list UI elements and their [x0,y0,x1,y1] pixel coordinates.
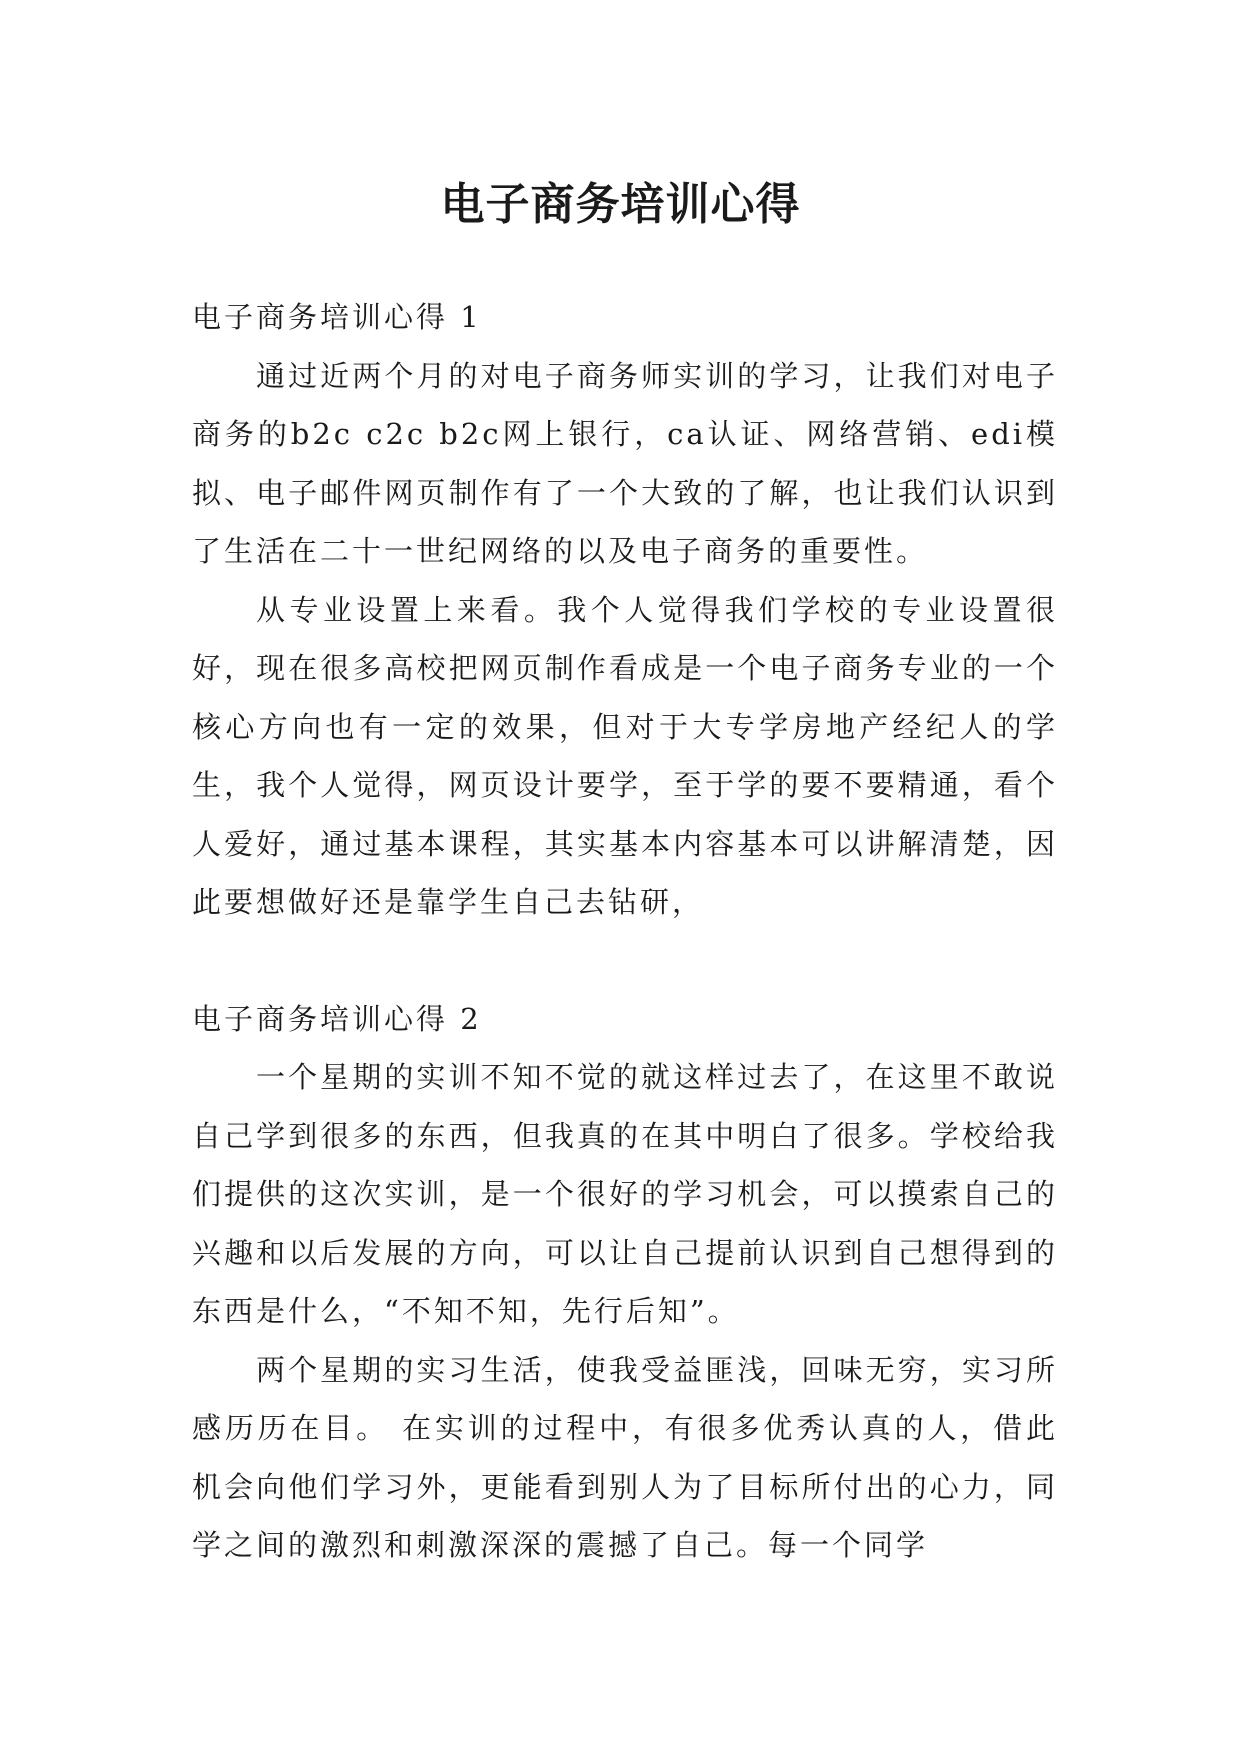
paragraph: 一个星期的实训不知不觉的就这样过去了，在这里不敢说自己学到很多的东西，但我真的在其中明白了很多。学校给我们提供的这次实训，是一个很好的学习机会，可以摸索自己的兴趣和以后发展的方向，可以让自己提前认识到自己想得到的东西是什么，“不知不知，先行后知”。 [192,1060,1058,1328]
section-2 [192,990,1058,1575]
paragraph: 通过近两个月的对电子商务师实训的学习，让我们对电子商务的b2c c2c b2c网上银行，ca认证、网络营销、edi模拟、电子邮件网页制作有了一个大致的了解，也让我们认识到了生活在二十一世纪网络的以及电子商务的重要性。 [192,358,1058,568]
section-heading: 电子商务培训心得 2 [192,1001,482,1036]
document-body [192,288,1058,1575]
section-1 [192,288,1058,932]
section-spacer [192,932,1058,990]
section-heading: 电子商务培训心得 1 [192,300,482,334]
paragraph: 从专业设置上来看。我个人觉得我们学校的专业设置很好，现在很多高校把网页制作看成是一个电子商务专业的一个核心方向也有一定的效果，但对于大专学房地产经纪人的学生，我个人觉得，网页设计要学，至于学的要不要精通，看个人爱好，通过基本课程，其实基本内容基本可以讲解清楚，因此要想做好还是靠学生自己去钻研， [192,592,1058,919]
paragraph: 两个星期的实习生活，使我受益匪浅，回味无穷，实习所感历历在目。 在实训的过程中，有很多优秀认真的人，借此机会向他们学习外，更能看到别人为了目标所付出的心力，同学之间的激烈和刺激深深的震撼了自己。每一个同学 [192,1352,1058,1562]
document-title: 电子商务培训心得 [440,179,801,231]
